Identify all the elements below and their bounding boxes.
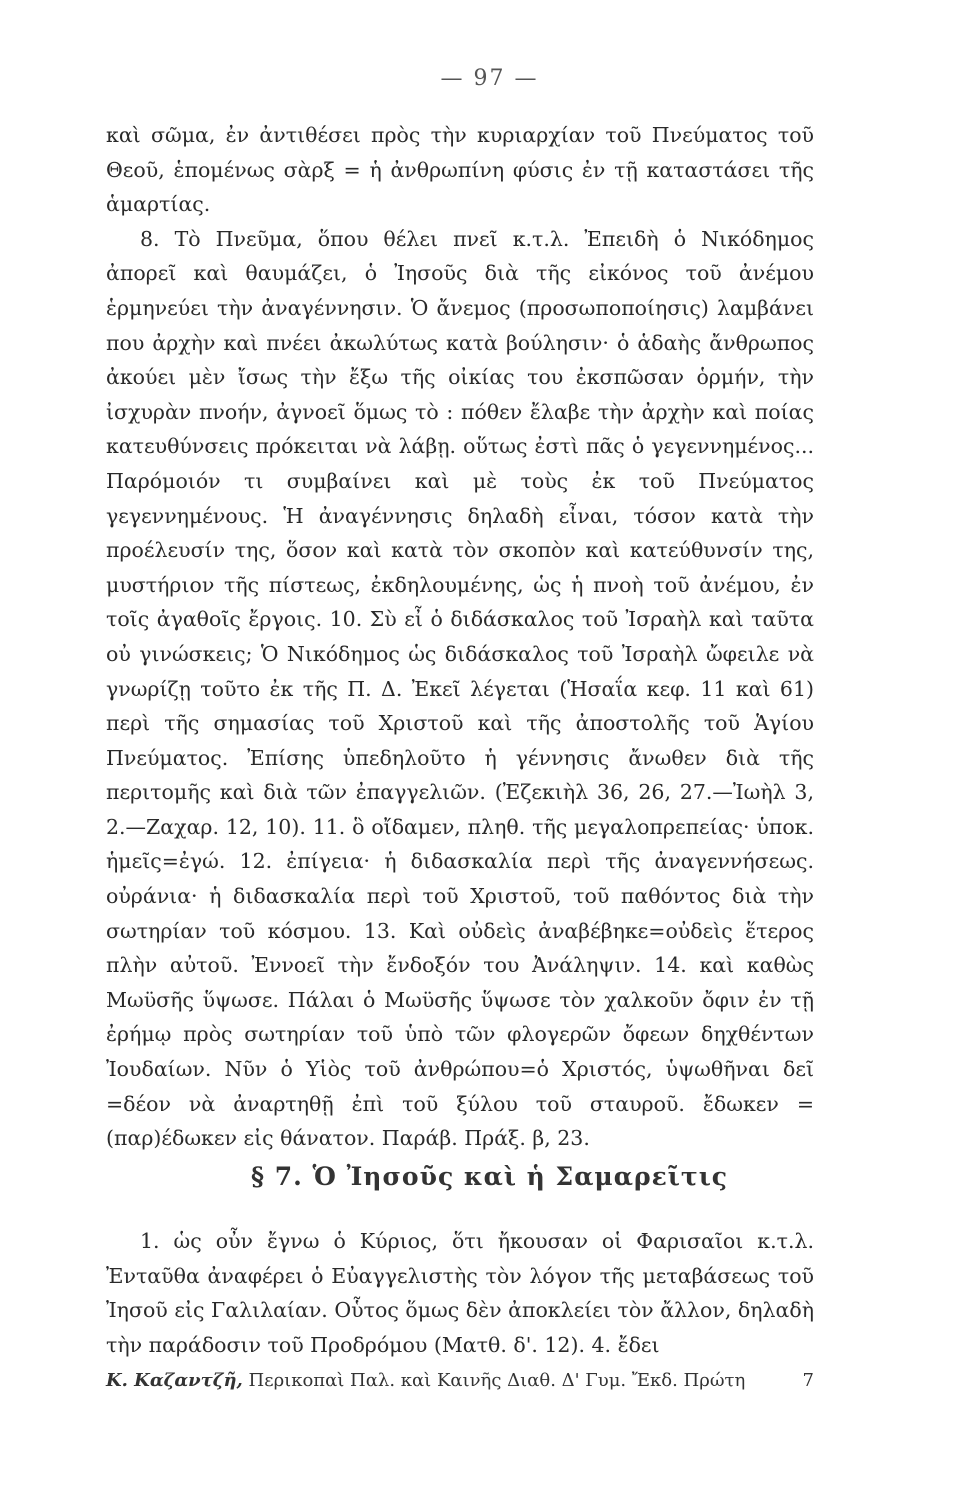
paragraph-commentary: 8. Τὸ Πνεῦμα, ὅπου θέλει πνεῖ κ.τ.λ. Ἐπειδὴ ὁ Νικόδημος ἀπορεῖ καὶ θαυμάζει, ὁ Ἰησοῦς διὰ τῆς εἰκόνος τοῦ ἀνέμου ἑρμηνεύει τὴν ἀναγέννησιν. Ὁ ἄνεμος (προσωποποίησις) λαμβάνει που ἀρχὴν καὶ πνέει ἀκωλύτως κατὰ βούλησιν· ὁ ἁδαὴς ἄνθρωπος ἀκούει μὲν ἴσως τὴν ἔξω τῆς οἰκίας του ἐκσπῶσαν ὁρμήν, τὴν ἰσχυρὰν πνοήν, ἀγνοεῖ ὅμως τὸ : πόθεν ἔλαβε τὴν ἀρχὴν καὶ ποίας κατευθύνσεις πρόκειται νὰ λάβῃ. οὕτως ἐστὶ πᾶς ὁ γεγεννημένος... Παρόμοιόν τι συμβαίνει καὶ μὲ τοὺς ἐκ τοῦ Πνεύματος γεγεννημένους. Ἡ ἀναγέννησις δηλαδὴ εἶναι, τόσον κατὰ τὴν προέλευσίν της, ὅσον καὶ κατὰ τὸν σκοπὸν καὶ κατεύθυνσίν της, μυστήριον τῆς πίστεως, ἐκδηλουμένης, ὡς ἡ πνοὴ τοῦ ἀνέμου, ἐν τοῖς ἀγαθοῖς ἔργοις. 10. Σὺ εἶ ὁ διδάσκαλος τοῦ Ἰσραὴλ καὶ ταῦτα οὐ γινώσκεις; Ὁ Νικόδημος ὡς διδάσκαλος τοῦ Ἰσραὴλ ὤφειλε νὰ γνωρίζῃ τοῦτο ἐκ τῆς Π. Δ. Ἐκεῖ λέγεται (Ἡσαΐα κεφ. 11 καὶ 61) περὶ τῆς σημασίας τοῦ Χριστοῦ καὶ τῆς ἀποστολῆς τοῦ Ἁγίου Πνεύματος. Ἐπίσης ὑπεδηλοῦτο ἡ γέννησις ἄνωθεν διὰ τῆς περιτομῆς καὶ διὰ τῶν ἐπαγγελιῶν. (Ἐζεκιὴλ 36, 26, 27.—Ἰωὴλ 3, 2.—Ζαχαρ. 12, 10). 11. ὃ οἴδαμεν, πληθ. τῆς μεγαλοπρεπείας· ὑποκ. ἡμεῖς=ἐγώ. 12. ἐπίγεια· ἡ διδασκαλία περὶ τῆς ἀναγεννήσεως. οὐράνια· ἡ διδασκαλία περὶ τοῦ Χριστοῦ, τοῦ παθόντος διὰ τὴν σωτηρίαν τοῦ κόσμου. 13. Καὶ οὐδεὶς ἀναβέβηκε=οὐδεὶς ἕτερος πλὴν αὐτοῦ. Ἐννοεῖ τὴν ἔνδοξόν του Ἀνάληψιν. 14. καὶ καθὼς Μωϋσῆς ὕψωσε. Πάλαι ὁ Μωϋσῆς ὕψωσε τὸν χαλκοῦν ὄφιν ἐν τῇ ἐρήμῳ πρὸς σωτηρίαν τοῦ ὑπὸ τῶν φλογερῶν ὄφεων δηχθέντων Ἰουδαίων. Νῦν ὁ Υἱὸς τοῦ ἀνθρώπου=ὁ Χριστός, ὑψωθῆναι δεῖ =δέον νὰ ἀναρτηθῇ ἐπὶ τοῦ ξύλου τοῦ σταυροῦ. ἔδωκεν = (παρ)έδωκεν εἰς θάνατον. Παράβ. Πράξ. β, 23. [106,226,814,1151]
footer [106,1370,814,1391]
footer-title: Περικοπαὶ Παλ. καὶ Καινῆς Διαθ. Δ' Γυμ. Ἔκδ. Πρώτη [248,1370,746,1391]
signature-mark: 7 [802,1370,814,1391]
body-text [106,118,814,1156]
section-text: 1. ὡς οὖν ἔγνω ὁ Κύριος, ὅτι ἤκουσαν οἱ Φαρισαῖοι κ.τ.λ. Ἐνταῦθα ἀναφέρει ὁ Εὐαγγελιστὴς τὸν λόγον τῆς μεταβάσεως τοῦ Ἰησοῦ εἰς Γαλιλαίαν. Οὗτος ὅμως δὲν ἀποκλείει τὸν ἄλλον, δηλαδὴ τὴν παράδοσιν τοῦ Προδρόμου (Ματθ. δ'. 12). 4. ἔδει [106,1229,814,1357]
section-heading: § 7. Ὁ Ἰησοῦς καὶ ἡ Σαμαρεῖτις [250,1162,729,1191]
footer-author: Κ. Καζαντζῆ, [106,1370,243,1391]
page-number: — 97 — [440,66,539,91]
paragraph-continuation: καὶ σῶμα, ἐν ἀντιθέσει πρὸς τὴν κυριαρχίαν τοῦ Πνεύματος τοῦ Θεοῦ, ἑπομένως σὰρξ = ἡ ἀνθρωπίνη φύσις ἐν τῇ καταστάσει τῆς ἁμαρτίας. [106,123,814,217]
footer-citation [106,1370,745,1391]
